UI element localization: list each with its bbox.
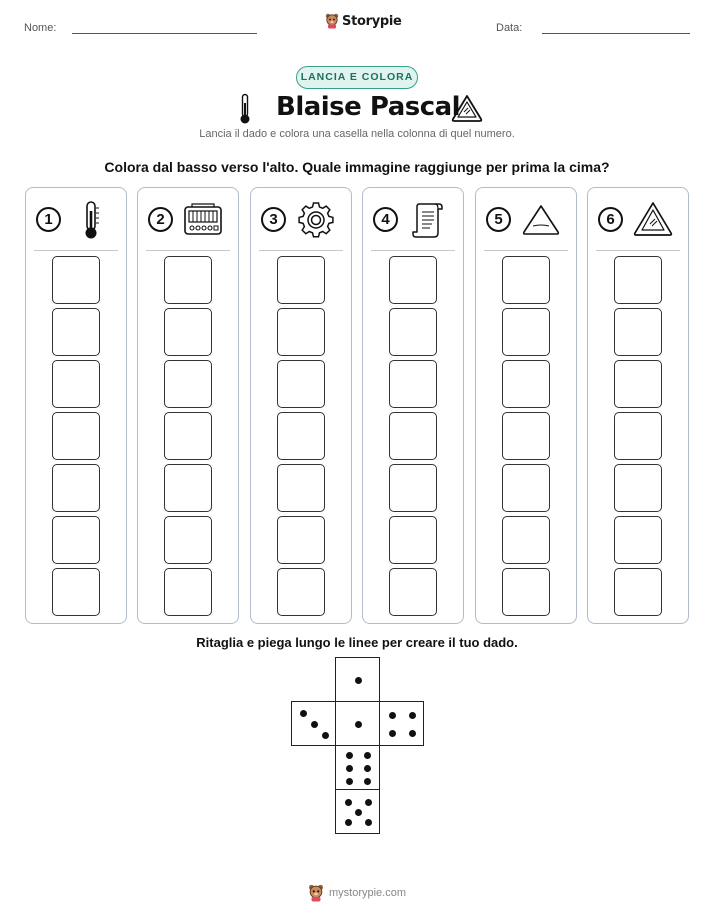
title-row (0, 92, 714, 126)
column-divider (146, 250, 230, 251)
color-cell[interactable] (389, 516, 437, 564)
name-label: Nome: (24, 22, 57, 34)
color-cell[interactable] (614, 568, 662, 616)
color-cell[interactable] (614, 464, 662, 512)
column-header (138, 188, 238, 250)
column-header (476, 188, 576, 250)
color-cell[interactable] (164, 308, 212, 356)
column-header (363, 188, 463, 250)
color-cell[interactable] (614, 412, 662, 460)
dice-pip (322, 732, 329, 739)
color-cell[interactable] (389, 256, 437, 304)
gear-icon (295, 199, 337, 241)
column-divider (259, 250, 343, 251)
column-5 (475, 187, 577, 624)
column-header (251, 188, 351, 250)
dice-face-3 (291, 701, 336, 746)
storypie-logo (325, 13, 402, 29)
dice-face-1 (335, 657, 380, 702)
color-cell[interactable] (614, 516, 662, 564)
column-number: 3 (261, 207, 286, 232)
column-number: 5 (486, 207, 511, 232)
dice-instruction: Ritaglia e piega lungo le linee per creare il tuo dado. (196, 635, 518, 650)
pascal-triangle-icon (632, 199, 674, 241)
footer-link[interactable]: mystorypie.com (329, 887, 407, 899)
dice-pip (355, 677, 362, 684)
column-divider (484, 250, 568, 251)
dice-pip (346, 765, 353, 772)
color-cell[interactable] (502, 516, 550, 564)
dice-pip (365, 819, 372, 826)
color-cell[interactable] (389, 412, 437, 460)
dice-pip (389, 730, 396, 737)
color-cell[interactable] (502, 308, 550, 356)
color-cell[interactable] (52, 568, 100, 616)
color-cell[interactable] (614, 308, 662, 356)
dice-pip (364, 778, 371, 785)
column-1 (25, 187, 127, 624)
activity-badge: LANCIA E COLORA (296, 66, 418, 89)
dice-pip (389, 712, 396, 719)
footer (308, 884, 406, 902)
color-cell[interactable] (277, 360, 325, 408)
dice-pip (345, 799, 352, 806)
dice-pip (345, 819, 352, 826)
color-cell[interactable] (52, 464, 100, 512)
color-cell[interactable] (164, 360, 212, 408)
date-label: Data: (496, 22, 523, 34)
storypie-mascot-icon (308, 884, 324, 902)
color-cell[interactable] (502, 256, 550, 304)
dice-pip (346, 778, 353, 785)
logo-text: Storypie (342, 13, 402, 29)
column-number: 4 (373, 207, 398, 232)
color-cell[interactable] (52, 412, 100, 460)
dice-pip (409, 712, 416, 719)
color-cell[interactable] (277, 412, 325, 460)
color-cell[interactable] (164, 412, 212, 460)
dice-pip (409, 730, 416, 737)
column-2 (137, 187, 239, 624)
page-title: Blaise Pascal (276, 92, 461, 122)
scroll-icon (407, 199, 449, 241)
color-cell[interactable] (277, 516, 325, 564)
color-cell[interactable] (164, 464, 212, 512)
color-cell[interactable] (164, 256, 212, 304)
subtitle: Lancia il dado e colora una casella nella colonna di quel numero. (199, 128, 515, 140)
thermometer-icon (70, 199, 112, 241)
coloring-instruction: Colora dal basso verso l'alto. Quale immagine raggiunge per prima la cima? (104, 159, 610, 175)
color-cell[interactable] (277, 256, 325, 304)
column-header (588, 188, 688, 250)
color-cell[interactable] (52, 308, 100, 356)
column-3 (250, 187, 352, 624)
dice-pip (355, 809, 362, 816)
color-cell[interactable] (52, 256, 100, 304)
storypie-mascot-icon (325, 13, 339, 29)
color-cell[interactable] (277, 464, 325, 512)
color-cell[interactable] (389, 568, 437, 616)
color-cell[interactable] (164, 516, 212, 564)
color-cell[interactable] (52, 516, 100, 564)
dice-pip (364, 765, 371, 772)
column-number: 6 (598, 207, 623, 232)
dice-pip (365, 799, 372, 806)
column-number: 2 (148, 207, 173, 232)
color-cell[interactable] (389, 308, 437, 356)
color-cell[interactable] (52, 360, 100, 408)
column-divider (596, 250, 680, 251)
dice-face-6 (335, 745, 380, 790)
color-cell[interactable] (502, 568, 550, 616)
color-cell[interactable] (164, 568, 212, 616)
color-cell[interactable] (389, 360, 437, 408)
column-6 (587, 187, 689, 624)
color-cell[interactable] (502, 412, 550, 460)
dice-pip (346, 752, 353, 759)
color-cell[interactable] (614, 256, 662, 304)
calculating-machine-icon (182, 199, 224, 241)
triangle-icon (520, 199, 562, 241)
column-divider (34, 250, 118, 251)
color-cell[interactable] (502, 464, 550, 512)
dice-face-4 (379, 701, 424, 746)
date-line[interactable] (542, 33, 690, 34)
color-cell[interactable] (389, 464, 437, 512)
color-cell[interactable] (502, 360, 550, 408)
dice-face-1 (335, 701, 380, 746)
thermometer-icon (238, 93, 252, 125)
column-header (26, 188, 126, 250)
dice-pip (300, 710, 307, 717)
name-line[interactable] (72, 33, 257, 34)
column-number: 1 (36, 207, 61, 232)
pascal-triangle-icon (450, 93, 484, 123)
color-cell[interactable] (277, 568, 325, 616)
dice-pip (355, 721, 362, 728)
column-4 (362, 187, 464, 624)
dice-pip (364, 752, 371, 759)
dice-face-5 (335, 789, 380, 834)
color-cell[interactable] (277, 308, 325, 356)
dice-pip (311, 721, 318, 728)
column-divider (371, 250, 455, 251)
color-cell[interactable] (614, 360, 662, 408)
